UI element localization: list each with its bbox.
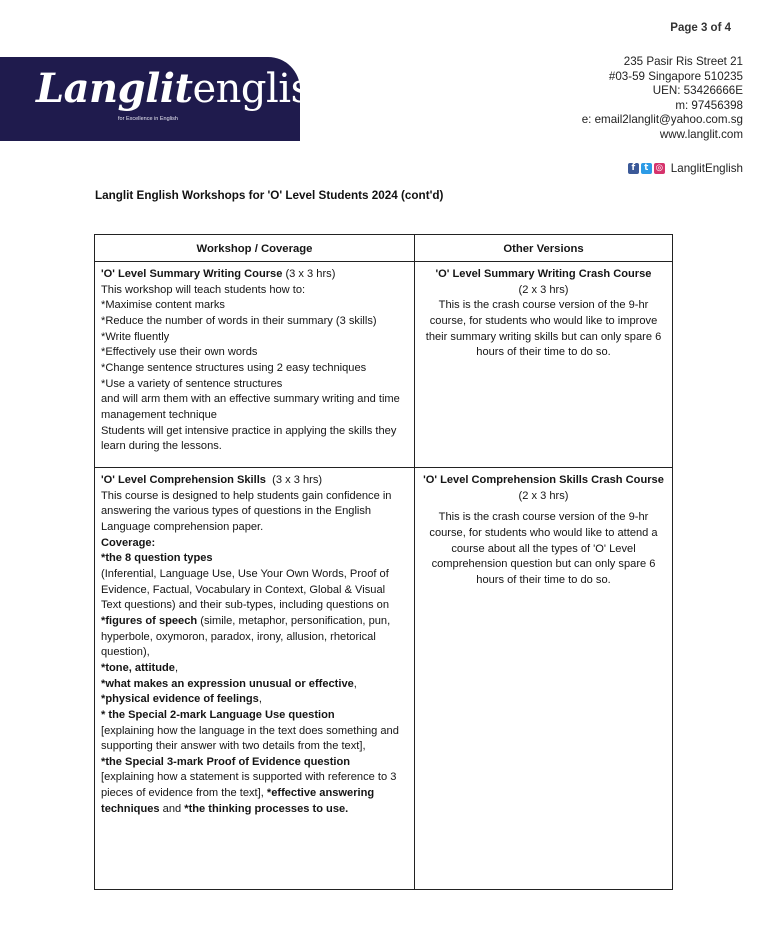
social-handle: LanglitEnglish [670,162,743,175]
thinking-processes: *the thinking processes to use. [184,802,349,815]
crash-course-duration: (2 x 3 hrs) [518,283,569,296]
twitter-icon[interactable]: t [641,163,652,174]
document-title: Langlit English Workshops for 'O' Level Students 2024 (cont'd) [95,189,444,202]
tone-attitude: *tone, attitude [101,661,175,674]
summary-writing-course-cell [95,262,415,468]
crash-course-duration: (2 x 3 hrs) [518,489,569,502]
special-2-mark-heading: * the Special 2-mark Language Use question [101,708,335,721]
answering-techniques: *effective answering techniques [101,787,375,815]
course-point: *Use a variety of sentence structures [101,377,283,390]
course-title-line [101,267,406,283]
and-connector: and [162,802,182,815]
coverage-label: Coverage: [101,536,156,549]
summary-crash-course-cell [415,262,673,468]
question-types-heading: *the 8 question types [101,552,213,565]
unit-address: #03-59 Singapore 510235 [608,69,743,83]
instagram-icon[interactable]: ◎ [655,163,663,173]
logo-brand-bold: Langlit [36,65,193,112]
table-header-row [95,235,673,262]
crash-course-description: This is the crash course version of the 9-hr course, for students who would like to improve their summary writing skills but can only spare 6 hours of their time to do so. [425,299,662,359]
comprehension-course-cell [95,468,415,890]
crash-course-title: 'O' Level Comprehension Skills Crash Course [423,474,664,486]
figures-of-speech-detail: (simile, metaphor, personification, pun, hyperbole, oxymoron, paradox, irony, allusion, rhetorical question), [101,614,391,659]
street-address: 235 Pasir Ris Street 21 [623,55,743,68]
tone-attitude-line: *tone, attitude, [101,661,179,674]
course-practice-note: Students will get intensive practice in applying the skills they learn during the lessons. [101,424,397,453]
figures-of-speech-line [101,614,406,661]
course-point: *Maximise content marks [101,299,225,312]
course-duration: (3 x 3 hrs) [272,474,323,486]
course-title-line [101,473,406,489]
special-2-mark-detail: [explaining how the language in the text does something and supporting their answer with two details from the text], [101,724,399,753]
header-workshop-coverage: Workshop / Coverage [95,235,415,262]
course-title: 'O' Level Summary Writing Course [101,268,283,280]
crash-course-description: This is the crash course version of the 9-hr course, for students who would like to attend a course about all the types of 'O' Level comprehension question but can only spare 6 hours of their time to do so. [429,511,658,586]
table-row [95,262,673,468]
unusual-expression: *what makes an expression unusual or effective [101,677,354,690]
brand-logo [0,57,336,141]
logo-tagline: for Excellence in English [118,116,178,122]
logo-wordmark [36,65,336,112]
special-3-mark-tail [101,770,406,817]
unusual-expression-line: *what makes an expression unusual or effective, [101,677,357,690]
course-duration: (3 x 3 hrs) [285,268,336,280]
logo-brand-light: english [192,66,336,112]
question-types-detail: (Inferential, Language Use, Use Your Own Words, Proof of Evidence, Factual, Vocabulary in Context, Global & Visual Text questions) and their sub-types, including questions on [101,567,389,612]
course-point: *Effectively use their own words [101,346,258,359]
physical-evidence-line: *physical evidence of feelings, [101,693,262,706]
mobile-number: m: 97456398 [675,98,743,112]
uen-number: UEN: 53426666E [652,84,743,98]
facebook-icon[interactable]: f [628,163,639,174]
website-url: www.langlit.com [659,127,743,141]
course-intro: This course is designed to help students gain confidence in answering the various types of questions in the English Language comprehension paper. [101,489,392,533]
page-number: Page 3 of 4 [670,22,731,34]
physical-evidence: *physical evidence of feelings [101,693,259,706]
email-address: e: email2langlit@yahoo.com.sg [581,113,743,127]
contact-address-block [582,55,743,143]
figures-of-speech-heading: *figures of speech [101,614,198,627]
header-other-versions: Other Versions [415,235,673,262]
table-row [95,468,673,890]
workshops-table [94,234,673,890]
crash-course-title: 'O' Level Summary Writing Crash Course [435,268,652,280]
social-links [628,162,743,175]
comprehension-crash-course-cell [415,468,673,890]
special-3-mark-heading: *the Special 3-mark Proof of Evidence question [101,755,351,768]
course-point: *Write fluently [101,330,170,343]
course-point: *Reduce the number of words in their summary (3 skills) [101,314,377,327]
special-3-mark-detail: [explaining how a statement is supported with reference to 3 pieces of evidence from the text], [101,771,397,800]
course-closing: and will arm them with an effective summary writing and time management technique [101,393,400,421]
course-intro: This workshop will teach students how to: [101,283,306,296]
course-point: *Change sentence structures using 2 easy techniques [101,361,367,374]
course-title: 'O' Level Comprehension Skills [101,474,266,486]
